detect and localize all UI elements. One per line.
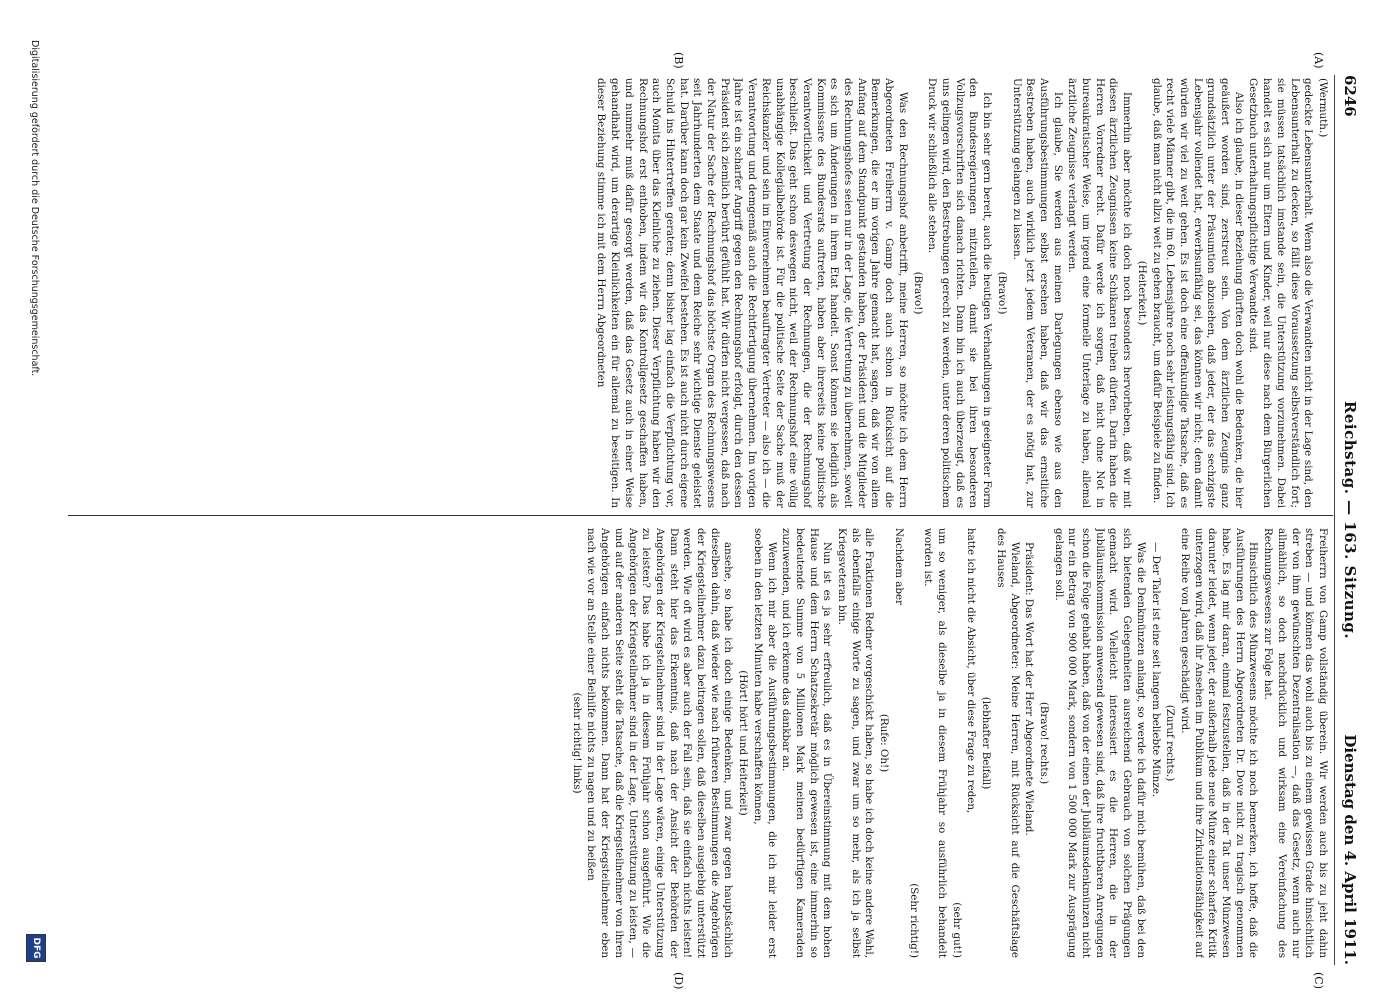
page-title: Reichstag. — 163. Sitzung.	[1341, 400, 1359, 640]
interjection: (Bravo! rechts.)	[1037, 701, 1050, 785]
paragraph: Ich glaube, Sie werden aus meinen Darlegungen ebenso wie aus den Ausführungsbestimmungen selbst ersehen haben, daß wir das ernstliche Bestreben haben, auch wirklich jetzt jedem Veteranen, der es nötig hat, zur Unterstützung gelangen zu lassen.	[1010, 78, 1064, 508]
interjection: (Zuruf rechts.)	[1164, 704, 1177, 782]
page-number: 6246	[1341, 75, 1359, 117]
paragraph: alle Fraktionen Redner vorgeschickt haben, so habe ich doch keine andere Wahl, als ebenfalls einige Worte zu sagen, und zwar um so mehr, als ich ja selbst Kriegsveteran bin.	[836, 528, 876, 958]
interjection: (Bravo!)	[995, 271, 1008, 315]
dfg-logo: DFG	[26, 934, 46, 962]
paragraph: hatte ich nicht die Absicht, über diese Frage zu reden,	[965, 528, 978, 814]
paragraph: Also ich glaube, in dieser Beziehung dürften doch wohl die Bedenken, die hier geäußert worden sind, zerstreut sein. Von dem ärztlichen Zeugnis ganz grundsätzlich unter der Präsumtion abzusehen, daß jeder, der das sechzigste Lebensjahr vollendet hat, erwerbsunfähig sei, das können wir nicht; denn damit würden wir viel zu weit gehen. Es ist doch eine offenkundige Tatsache, daß es recht viele Männer gibt, die im 60. Lebensjahre noch sehr leistungsfähig sind. Ich glaube, daß man nicht allzu weit zu gehen braucht, um dafür Beispiele zu finden.	[1150, 78, 1245, 508]
paragraph: Was die Denkmünzen anlangt, so werde ich dafür mich bemühen, daß bei den sich bietenden Gelegenheiten ausreichend Gebrauch von solchen Prägungen gemacht wird. Vielleicht interessiert es die Herren, die in der Jubiläumskommission anwesend gewesen sind, daß ihre fruchtbaren Anregungen schon die Folge gehabt haben, daß von der einen der Jubiläumsdenkmünzen nicht nur ein Betrag von 900 000 Mark, sondern von 1 500 000 Mark zur Ausprägung gelangen soll.	[1052, 528, 1147, 958]
margin-letter-a: (A)	[1312, 52, 1325, 69]
paragraph: ansehe, so habe ich doch einige Bedenken, und zwar gegen hauptsächlich dieselben dahin, daß wieder wie nach früheren Bestimmungen die Angehörigen der Kriegsteilnehmer dazu beitragen sollen, daß dieselben ausgiebig unterstützt werden. Wie oft wird es aber auch der Fall sein, daß sie einfach nichts leisten! Dann steht hier das Erkenntnis, daß nach der Ansicht der Behörden der Angehörigen der Kriegsteilnehmer sind in der Lage wären, einige Unterstützung zu leisten? Das habe ich ja in diesem Frühjahr schon ausgeführt. Wie die Angehörigen der Kriegsteilnehmer sind in der Lage, Unterstützung zu leisten, — und auf der anderen Seite steht die Tatsache, daß die Kriegsteilnehmer von ihren Angehörigen einfach nichts bekommen. Dann hat der Kriegsteilnehmer eben nach wie vor an Stelle einer Beihilfe nichts zu nagen und zu beißen	[585, 528, 735, 958]
paragraph: Ich bin sehr gern bereit, auch die heutigen Verhandlungen in geeigneter Form den Bundesregierungen mitzuteilen, damit sie bei ihren besonderen Vollzugsvorschriften sich danach richten. Dann bin ich auch überzeugt, daß es uns gelingen wird, den Bestrebungen gerecht zu werden, unter deren politischem Druck wir schließlich alle stehen.	[926, 78, 994, 508]
paragraph: Nun ist es ja sehr erfreulich, daß es in Übereinstimmung mit dem hohen Hause und dem Herrn Schatzsekretär möglich gewesen ist, eine immerhin so bedeutende Summe von 5 Millionen Mark meinen bedürftigen Kameraden zuzuwenden, und ich erkenne das dankbar an.	[780, 528, 834, 958]
interjection: (lebhafter Beifall)	[980, 696, 993, 790]
interjection: (Rufe: Oh!)	[878, 713, 891, 773]
margin-letter-b: (B)	[672, 52, 685, 69]
paragraph: um so weniger, als dieselbe ja in diesem Frühjahr so ausführlich behandelt worden ist.	[922, 528, 949, 958]
paragraph: Freiherrn von Gamp vollständig überein. Wir werden auch bis zu jeht dahin streben — und können das wohl auch bis zu einem gewissen Grade hinsichtlich der von ihm gewünschten Dezentralisation —, daß das Gesetz, wenn auch nur allmählich, so doch nachdrücklich und wirksam eine Vereinfachung des Rechnungswesens zur Folge hat.	[1262, 528, 1329, 958]
interjection: (Hört! hört! und Heiterkeit)	[737, 670, 750, 816]
left-column	[69, 78, 1329, 508]
interjection: (sehr richtig! links)	[570, 692, 583, 794]
interjection: (Heiterkeit.)	[1135, 260, 1148, 326]
session-date: Dienstag den 4. April 1911.	[1341, 734, 1359, 965]
interjection: (Bravo!)	[911, 271, 924, 315]
paragraph: Hinsichtlich des Münzwesens möchte ich noch bemerken, ich hoffe, daß die Ausführungen des Herrn Abgeordneten Dr. Dove nicht zu tragisch genommen habe. Es lag mir daran, einmal festzustellen, daß in der Tat unser Münzwesen darunter leidet, wenn jeder, der außerhalb jede neue Münze einer scharfen Kritik unterzogen wird, daß ihr Ansehen im Publikum und ihre Zirkulationsfähigkeit auf eine Reihe von Jahren geschädigt wird.	[1178, 528, 1260, 958]
paragraph: Wenn ich mir aber die Ausführungsbestimmungen, die ich mir leider erst soeben in den letzten Minuten habe verschaffen können,	[751, 528, 778, 958]
paragraph: gedeckte Lebensunterhalt. Wenn also die Verwandten nicht in der Lage sind, den Lebensunterhalt zu decken, so fällt diese Voraussetzung selbstverständlich fort; sie müssen tatsächlich imstande sein, die Unterstützung vorzunehmen. Dabei handelt es sich nur um Eltern und Kinder, weil nur diese nach dem Bürgerlichen Gesetzbuch unterhaltungspflichtige Verwandte sind.	[1247, 78, 1315, 508]
column-divider	[68, 515, 1333, 516]
paragraph: — Der Taler ist eine seit langem beliebte Münze.	[1149, 542, 1162, 798]
paragraph: Präsident: Das Wort hat der Herr Abgeordnete Wieland.	[1023, 542, 1036, 836]
paragraph: Immerhin aber möchte ich doch noch besonders hervorheben, daß wir mit diesen ärztlichen Zeugnissen keine Schikanen treiben dürfen. Darin haben die Herren Vorredner recht. Dafür werde ich sorgen, daß nicht ohne Not in bureaukratischer Weise, um irgend eine formelle Unterlage zu haben, allemal ärztliche Zeugnisse verlangt werden.	[1066, 78, 1134, 508]
paragraph: Was den Rechnungshof anbetrifft, meine Herren, so möchte ich dem Herrn Abgeordneten Freiherrn v. Gamp doch auch schon in Rücksicht auf die Bemerkungen, die er im vorigen Jahre gemacht hat, sagen, daß wir von allem Anfang auf dem Standpunkt gestanden haben, der Präsident und die Mitglieder des Rechnungshofes seien nur in der Lage, die Vertretung zu übernehmen, soweit es sich um Änderungen in ihrem Etat handelt. Sonst können sie lediglich als Kommissare des Bundesrats auftreten, haben aber ihrerseits keine politische Verantwortlichkeit und Vertretung der Rechnungen, die der Rechnungshof beschließt. Das geht schon deswegen nicht, weil der Rechnungshof eine völlig unabhängige Kollegialbehörde ist. Für die politische Seite der Sache muß der Reichskanzler und sein im Einvernehmen beauftragter Vertreter — also ich — die Verantwortung und demgemäß auch die Rechtfertigung übernehmen. Im vorigen Jahre ist ein scharfer Angriff gegen den Rechnungshof erfolgt, durch den dessen Präsident sich ziemlich berührt gefühlt hat. Wir dürfen nicht vergessen, daß nach der Natur der Sache der Rechnungshof das höchste Organ des Rechnungswesens seit Jahrhunderten dem Staate und dem Reiche sehr wichtige Dienste geleistet hat. Darüber kann doch gar kein Zweifel bestehen. Es ist auch nicht durch eigene Schuld ins Hintertreffen geraten; denn bisher lag einfach die Verpflichtung vor, auch Monita über das Kleinliche zu ziehen. Dieser Verpflichtung haben wir den Rechnungshof erst enthoben, indem wir das Kontrollgesetz geschaffen haben, und nunmehr muß dafür gesorgt werden, daß das Gesetz auch in einer Weise gehandhabt wird, um derartige Kleinlichkeiten ein für allemal zu beseitigen. In dieser Beziehung stimme ich mit dem Herrn Abgeordneten	[595, 78, 909, 508]
interjection: (sehr gut!)	[950, 902, 963, 958]
footer-text: Digitalisierung gefördert durch die Deutsche Forschungsgemeinschaft.	[29, 40, 40, 377]
paragraph: Wieland, Abgeordneter: Meine Herren, mit Rücksicht auf die Geschäftslage des Hauses	[994, 528, 1021, 958]
page-header	[1334, 75, 1361, 965]
page-footer	[16, 40, 46, 970]
interjection: (Sehr richtig!)	[907, 883, 920, 958]
margin-letter-d: (D)	[672, 972, 685, 990]
paragraph: (Wermuth.)	[1317, 78, 1329, 138]
paragraph: Nachdem aber	[892, 528, 905, 606]
margin-letter-c: (C)	[1312, 972, 1325, 989]
right-column	[69, 528, 1329, 958]
